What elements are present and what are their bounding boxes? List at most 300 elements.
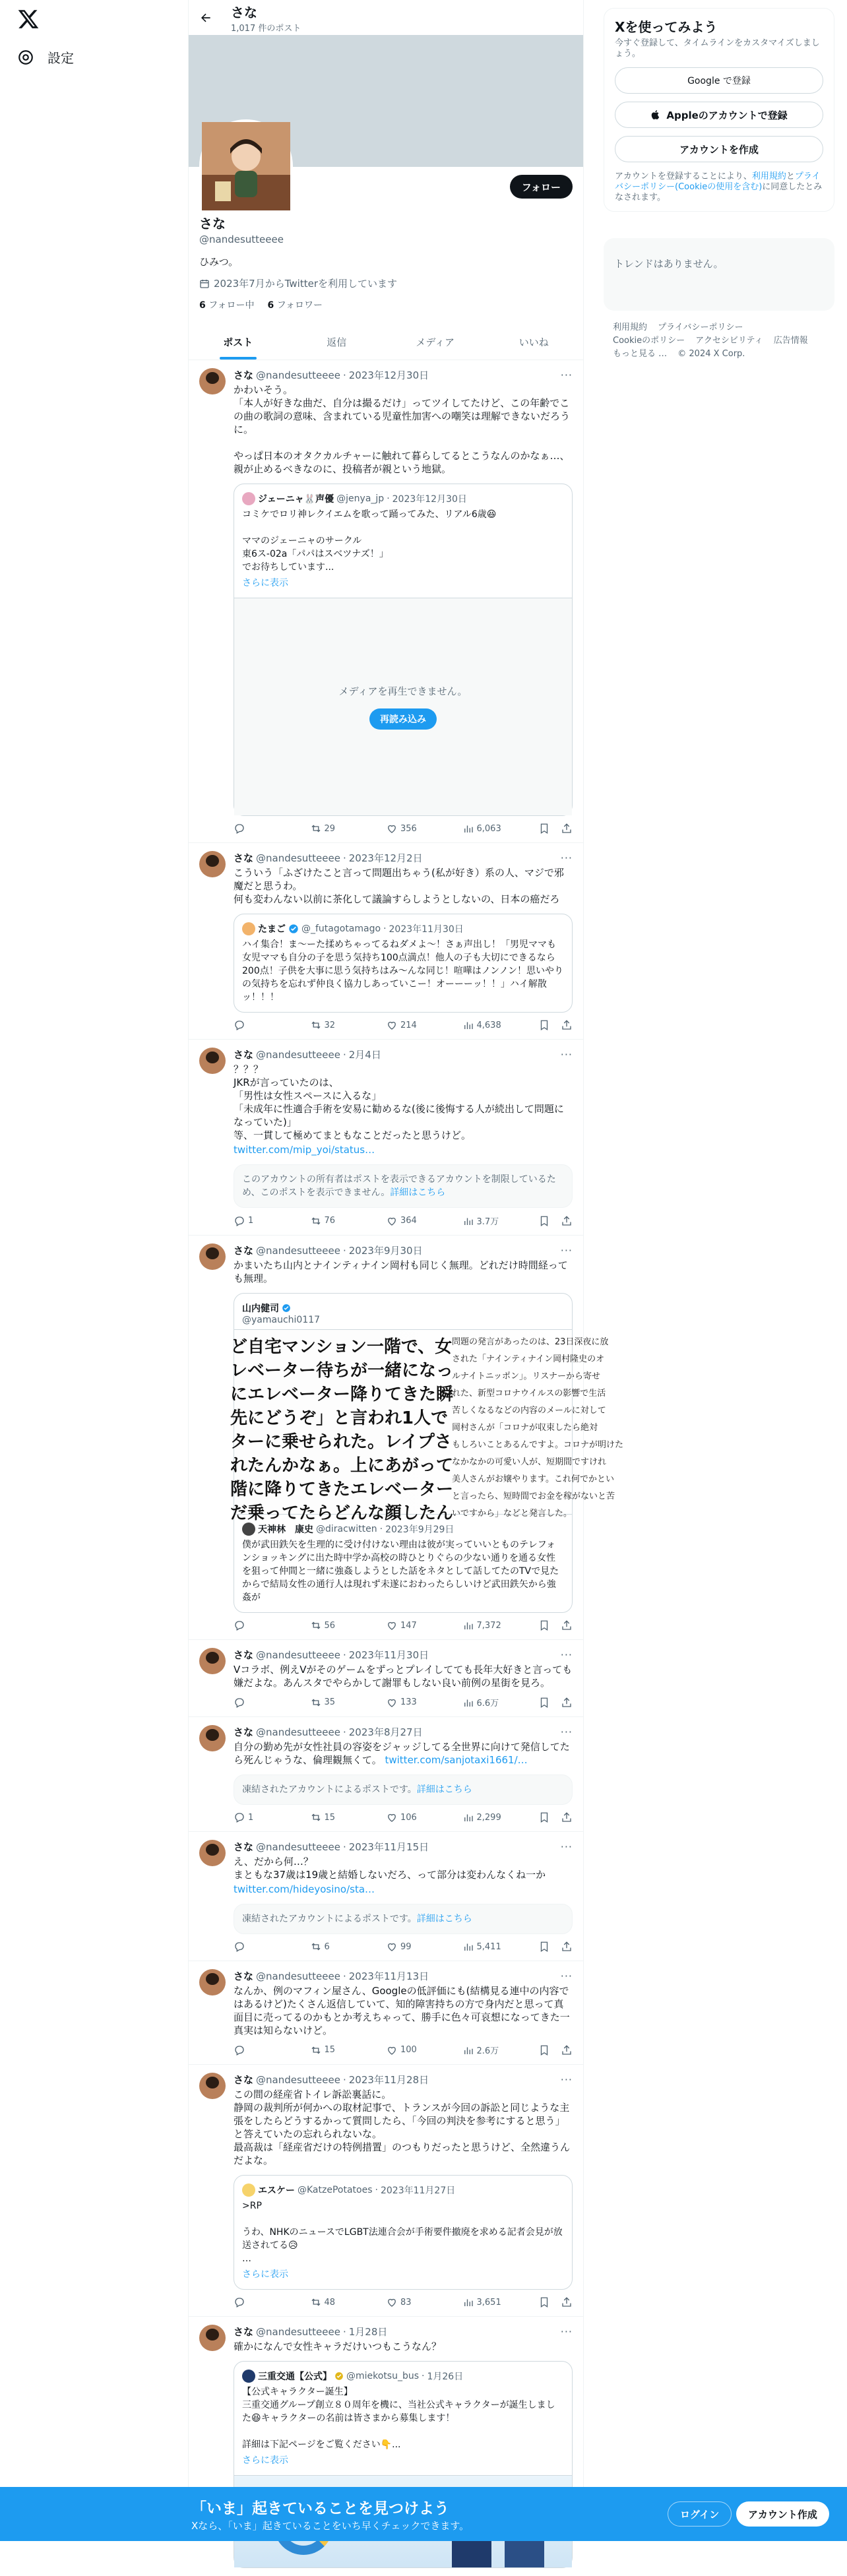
heart-icon [386,1811,398,1823]
repost-count: 29 [324,823,336,834]
tweet-author-name[interactable]: さな [234,1841,254,1853]
tweet-author-handle[interactable]: @nandesutteeee [256,1840,340,1853]
quote-author-name: たまご [258,924,286,935]
show-more-link[interactable]: さらに表示 [242,2269,288,2280]
more-icon[interactable]: ··· [560,1840,573,1853]
reply-button[interactable] [234,1619,310,1631]
views-button[interactable] [462,1019,539,1031]
reply-icon [234,1019,245,1031]
footer-links [604,321,834,361]
reply-button[interactable] [234,1811,310,1823]
followers-count: 6 [267,300,274,311]
apple-signup-label: Appleのアカウントで登録 [666,109,788,121]
views-icon [462,1619,474,1631]
tweet[interactable] [189,1717,583,1832]
repost-icon [310,823,322,834]
quote-author-name: ジェーニャ🐰声優 [258,494,334,505]
tweet-date[interactable]: 2月4日 [348,1049,381,1061]
reply-button[interactable] [234,1941,310,1953]
heart-icon [386,2296,398,2308]
quote-tweet[interactable]: ジェーニャ🐰声優 @jenya_jp · 2023年12月30日 コミケでロリ神レクイエムを歌って踊ってみた、リアル6歳😆 ママのジェーニャのサークル 東6ス-02a「パパはスベツナズ！」 でお待ちしています... さらに表示 メディアを再生できません。 再読み込み [234,484,573,816]
tweet-date[interactable]: 2023年12月30日 [348,369,429,381]
bottom-bar-subtitle: Xなら、「いま」起きていることをいち早くチェックできます。 [191,2520,470,2532]
heart-icon [386,1941,398,1953]
tweet-actions [234,2296,573,2308]
views-icon [462,1019,474,1031]
tweet-author-handle[interactable]: @nandesutteeee [256,1726,340,1738]
views-button[interactable] [462,1941,539,1953]
more-icon[interactable]: ··· [560,852,573,864]
tweet-date[interactable]: 2023年11月15日 [348,1841,429,1853]
quote-date: 2023年11月30日 [389,924,464,935]
reply-icon [234,2044,245,2056]
profile-info [189,213,583,311]
footer-link[interactable]: アクセシビリティ [695,336,763,346]
nested-quote-date: 2023年9月29日 [385,1524,455,1535]
view-count: 6,063 [476,823,501,834]
views-button[interactable] [462,1696,539,1709]
reply-button[interactable] [234,1697,310,1709]
reply-icon [234,1697,245,1709]
repost-button[interactable] [310,1697,387,1709]
quote-avatar [242,492,255,505]
view-count: 6.6万 [476,1699,499,1709]
signup-card [604,8,834,212]
reply-button[interactable] [234,2296,310,2308]
nested-quote-handle: @diracwitten [316,1524,377,1534]
like-button[interactable] [386,1811,462,1823]
following-label: フォロー中 [208,300,255,311]
tweet-author-name[interactable]: さな [234,1726,254,1738]
tweet-date[interactable]: 2023年8月27日 [348,1726,423,1738]
profile-handle: @nandesutteeee [199,234,284,245]
quote-author-handle: @yamauchi0117 [242,1315,321,1325]
tweet[interactable] [189,1236,624,1640]
tab-replies[interactable]: 返信 [327,336,347,348]
quote-date: 2023年11月27日 [380,2185,456,2196]
view-count: 4,638 [476,1020,501,1030]
tweet-author-handle[interactable]: @nandesutteeee [256,1048,340,1061]
repost-icon [310,1811,322,1823]
share-icon[interactable] [561,823,573,834]
reply-icon [234,823,245,834]
quote-tweet[interactable]: たまご @_futagotamago · 2023年11月30日 ハイ集合！ま〜ーた揉めちゃってるねダメよ〜！さぁ声出し！「男児ママも女児ママも自分の子を思う気持ち100点満点！他人の子も大切にできるなら200点！子供を大事に思う気持ちはみ〜んな同じ！喧嘩はノンノン！思いやりの気持ちを忘れず仲良く協力しあっていこー！オーーーッ！！」ハイ解散ッ！！！ [234,914,573,1013]
like-button[interactable] [386,1019,462,1031]
tweet-header: さな @nandesutteeee · 2023年11月13日 ··· [234,1970,573,1982]
bookmark-icon[interactable] [538,2044,550,2056]
show-more-link[interactable]: さらに表示 [242,578,288,588]
tweet-author-name[interactable]: さな [234,369,254,381]
tweet-actions [234,2044,573,2056]
followers-label: フォロワー [276,300,323,311]
tweet-author-name[interactable]: さな [234,1970,254,1982]
heart-icon [386,2044,398,2056]
verified-icon [282,1304,291,1313]
repost-button[interactable] [310,1619,387,1631]
tweet-author-name[interactable]: さな [234,2326,254,2338]
signup-button[interactable]: アカウント作成 [736,2501,829,2527]
quote-avatar [242,2183,255,2197]
repost-button[interactable] [310,823,387,834]
tweet[interactable] [189,1640,583,1717]
tweet-author-name[interactable]: さな [234,1049,254,1061]
views-button[interactable] [462,1811,539,1823]
create-account-button[interactable] [615,136,823,162]
tweet-header: さな @nandesutteeee · 2023年9月30日 ··· [234,1244,573,1257]
views-icon [462,1941,474,1953]
profile-name: さな [199,216,226,232]
back-arrow-icon[interactable] [199,11,212,24]
login-button[interactable]: ログイン [668,2501,732,2527]
right-sidebar [604,0,834,361]
tab-media[interactable]: メディア [416,336,455,348]
repost-button[interactable] [310,1941,387,1953]
views-button[interactable] [462,2296,539,2308]
tweet-author-handle[interactable]: @nandesutteeee [256,2325,340,2338]
views-button[interactable] [462,2044,539,2056]
bookmark-icon[interactable] [538,1941,550,1953]
tweet-text: なんか、例のマフィン屋さん、Googleの低評価にも(結構見る連中の内容ではあるけど)たくさん返信していて、知的障害持ちの方で身内だと思って真面目に売ってるのかもとか考えちゃって、勝手に色々可哀想になってきた一真実は知らないけど。 [234,1985,570,2036]
share-icon[interactable] [561,1215,573,1227]
quote-author-name: 山内健司 [242,1304,279,1314]
tweet-avatar[interactable] [199,1840,226,1866]
tweet-actions [234,1941,573,1953]
tweet-author-handle[interactable]: @nandesutteeee [256,1649,340,1661]
main-column [188,0,624,2541]
signup-subtitle: 今すぐ登録して、タイムラインをカスタマイズしましょう。 [615,38,820,59]
repost-icon [310,1619,322,1631]
unavailable-notice [234,1164,573,1208]
more-icon[interactable]: ··· [560,2325,573,2338]
like-button[interactable] [386,1941,462,1953]
like-button[interactable] [386,1619,462,1631]
tweet-text-body: 自分の勤め先が女性社員の容姿をジャッジしてる全世界に向けて発信してたら死んじゃうな、倫理観無くて。 [234,1741,570,1766]
like-count: 133 [400,1697,417,1707]
notice-link[interactable]: 詳細はこちら [390,1187,446,1198]
repost-icon [310,1941,322,1953]
bookmark-icon[interactable] [538,1811,550,1823]
tweet-text: Vコラボ、例えVがそのゲームをずっとプレイしてても長年大好きと言っても嫌だよな。あんスタでやらかして謝罪もしない良い前例の星街を見ろ。 [234,1664,573,1689]
bookmark-icon[interactable] [538,1697,550,1709]
more-icon[interactable]: ··· [560,369,573,381]
tweet-avatar[interactable] [199,368,226,394]
tweet[interactable] [189,1832,583,1961]
create-account-label: アカウントを作成 [679,143,759,156]
repost-count: 35 [324,1697,336,1707]
tweet-date[interactable]: 2023年12月2日 [348,852,423,864]
tweet-author-name[interactable]: さな [234,1245,254,1257]
tweet-actions [234,1696,573,1709]
footer-link[interactable]: 広告情報 [773,336,808,346]
share-icon[interactable] [561,1019,573,1031]
tweet-text: こういう「ふざけたこと言って問題出ちゃう(私が好き）系の人、マジで邪魔だと思うわ。 何も変わんない以前に茶化して議論すらしようとしないの、日本の癌だろ [234,867,564,905]
tweet-link[interactable]: twitter.com/hideyosino/sta… [234,1883,375,1895]
notice-link[interactable]: 詳細はこちら [416,1784,472,1795]
profile-follow-stats [199,298,573,311]
tweet-date[interactable]: 2023年11月13日 [348,1970,429,1982]
repost-count: 56 [324,1620,336,1631]
quote-author-handle: @miekotsu_bus [346,2371,420,2381]
bookmark-icon[interactable] [538,2296,550,2308]
apple-icon [650,109,661,121]
notice-link[interactable]: 詳細はこちら [416,1914,472,1924]
footer-link[interactable]: プライバシーポリシー [658,323,743,332]
followers-link[interactable] [268,298,323,311]
tweet-avatar[interactable] [199,1725,226,1751]
terms-link[interactable]: 利用規約 [751,172,786,181]
tweet[interactable] [189,360,583,843]
x-logo-icon[interactable] [17,8,40,30]
share-icon[interactable] [561,1941,573,1953]
signup-title: Xを使ってみよう [615,19,718,35]
reply-icon [234,2296,245,2308]
tweet-author-name[interactable]: さな [234,2074,254,2086]
tweet-text: この間の経産省トイレ訴訟裏話に。 静岡の裁判所が何かへの取材記事で、トランスが今回の訴訟と同じような主張をしたらどうするかって質問したら、「今回の判決を参考にすると思う」と答えていたの忘れられないな。 最高裁は「経産省だけの特例措置」のつもりだったと思うけど、全然違うんだよな。 [234,2089,571,2166]
privacy-link[interactable]: プライバシーポリシー [615,172,821,192]
heart-icon [386,1619,398,1631]
tweet-header: さな @nandesutteeee · 2023年12月30日 ··· [234,369,573,381]
bookmark-icon[interactable] [538,1215,550,1227]
bottom-bar-title: 「いま」起きていることを見つけよう [191,2500,449,2517]
repost-button[interactable] [310,1019,387,1031]
tweet-avatar[interactable] [199,1243,226,1270]
views-icon [462,1215,474,1227]
tweet-avatar[interactable] [199,1048,226,1074]
tweet-header: さな @nandesutteeee · 2023年11月15日 ··· [234,1840,573,1853]
tweet-actions [234,1019,573,1031]
like-count: 83 [400,2297,412,2308]
views-icon [462,2044,474,2056]
reply-icon [234,1811,245,1823]
repost-count: 6 [324,1941,330,1952]
tweet-actions [234,1214,573,1227]
show-more-link[interactable]: さらに表示 [242,2455,288,2466]
reply-button[interactable] [234,2044,310,2056]
like-count: 364 [400,1216,417,1226]
more-icon[interactable]: ··· [560,2073,573,2086]
view-count: 2,299 [476,1812,501,1823]
notice-text: 凍結されたアカウントによるポストです。 [242,1914,417,1924]
profile-topbar [189,0,583,35]
tweet-header: さな @nandesutteeee · 2023年12月2日 ··· [234,852,573,864]
like-button[interactable] [386,823,462,834]
tweet[interactable] [189,2065,583,2317]
profile-joined-text: 2023年7月からTwitterを利用しています [214,278,397,290]
tweet-avatar[interactable] [199,2073,226,2099]
tweet-text: ？？？ JKRが言っていたのは、 「男性は女性スペースに入るな」 「未成年に性適合手術を安易に勧めるな(後に後悔する人が続出して問題になっていた)」 等、一貫して極めてまともなことだったと思うけど。 [234,1063,564,1141]
reply-icon [234,1215,245,1227]
more-icon[interactable]: ··· [560,1970,573,1982]
like-count: 147 [400,1620,417,1631]
notice-text: このアカウントの所有者はポストを表示できるアカウントを制限しているため、このポストを表示できません。 [242,1174,556,1198]
more-icon[interactable]: ··· [560,1726,573,1738]
tweet-header: さな @nandesutteeee · 2023年11月30日 ··· [234,1649,573,1661]
profile-avatar[interactable] [199,119,293,213]
more-icon[interactable]: ··· [560,1244,573,1257]
left-nav [0,0,188,2541]
quote-tweet[interactable]: 三重交通【公式】 @miekotsu_bus · 1月26日 【公式キャラクター誕生】 三重交通グループ創立８０周年を機に、当社公式キャラクターが誕生しました😆キャラクターの名前は皆さまから募集します！ 詳細は下記ページをご覧ください👇... さらに表示 [234,2361,573,2568]
tweet-actions [234,1811,573,1823]
tweet-date[interactable]: 2023年11月30日 [348,1649,429,1661]
footer-link[interactable]: Cookieのポリシー [613,336,685,346]
repost-icon [310,2044,322,2056]
profile-bio: ひみつ。 [199,256,239,268]
bottom-signup-bar [0,2487,847,2541]
header-name: さな [231,4,257,20]
tweet-author-name[interactable]: さな [234,852,254,864]
views-button[interactable] [462,1214,539,1227]
tweet-link[interactable]: twitter.com/mip_yoi/status… [234,1144,375,1156]
reload-button[interactable]: 再読み込み [369,708,437,730]
quote-text: ハイ集合！ま〜ーた揉めちゃってるねダメよ〜！さぁ声出し！「男児ママも女児ママも自分の子を思う気持ち100点満点！他人の子も大切にできるなら200点！子供を大事に思う気持ちはみ〜んな同じ！喧嘩はノンノン！思いやりの気持ちを忘れず仲良く協力しあっていこー！オーーーッ！！」ハイ解散ッ！！！ [242,939,564,1003]
more-icon[interactable]: ··· [560,1048,573,1061]
heart-icon [386,823,398,834]
tweet-author-handle[interactable]: @nandesutteeee [256,2073,340,2086]
heart-icon [386,1019,398,1031]
tweet[interactable] [189,1040,583,1236]
profile-joined [199,276,573,290]
views-icon [462,2296,474,2308]
profile-head [189,167,583,213]
terms-prefix: アカウントを登録することにより、 [615,172,752,181]
tab-likes[interactable]: いいね [518,336,549,348]
reply-count: 1 [248,1812,254,1823]
tweet-author-handle[interactable]: @nandesutteeee [256,369,340,381]
quote-tweet[interactable] [230,1293,624,1613]
repost-button[interactable] [310,1811,387,1823]
unavailable-notice [234,1775,573,1805]
tweet-text: 確かになんで女性キャラだけいつもこうなん？ [234,2340,442,2352]
footer-copyright: © 2024 X Corp. [677,349,745,359]
like-count: 106 [400,1812,417,1823]
bookmark-icon[interactable] [538,823,550,834]
tweet-avatar[interactable] [199,2325,226,2351]
share-icon[interactable] [561,1619,573,1631]
bookmark-icon[interactable] [538,1619,550,1631]
gear-icon [17,49,34,66]
verified-icon [288,924,299,934]
tweet-link[interactable]: twitter.com/sanjotaxi1661/… [385,1754,528,1766]
views-icon [462,1697,474,1709]
repost-button[interactable] [310,2044,387,2056]
unavailable-notice [234,1904,573,1934]
reply-button[interactable] [234,1215,310,1227]
quote-avatar [242,922,255,935]
notice-text: 凍結されたアカウントによるポストです。 [242,1784,417,1795]
nav-settings[interactable] [17,47,74,67]
like-count: 214 [400,1020,417,1030]
tweet-date[interactable]: 1月28日 [348,2326,388,2338]
tweet[interactable] [189,843,583,1040]
bookmark-icon[interactable] [538,1019,550,1031]
views-button[interactable] [462,1619,539,1631]
quote-date: 1月26日 [427,2372,464,2382]
cookie-link[interactable]: (Cookieの使用を含む) [675,182,763,192]
footer-more-link[interactable]: もっと見る … [613,349,668,359]
tweet-date[interactable]: 2023年11月28日 [348,2074,429,2086]
repost-count: 76 [324,1216,336,1226]
repost-count: 48 [324,2297,336,2308]
following-count: 6 [199,300,206,311]
share-icon[interactable] [561,2044,573,2056]
more-icon[interactable]: ··· [560,1649,573,1661]
quote-screenshot-image[interactable] [230,1329,624,1523]
views-button[interactable] [462,823,539,834]
view-count: 5,411 [476,1941,501,1952]
tweet-author-handle[interactable]: @nandesutteeee [256,1970,340,1982]
google-signup-label: Google で登録 [687,76,751,86]
like-button[interactable] [386,1697,462,1709]
tweet-date[interactable]: 2023年9月30日 [348,1245,423,1257]
tweet-text [234,1740,573,1767]
terms-and: と [786,172,795,181]
footer-link[interactable]: 利用規約 [613,323,648,332]
nav-settings-label: 設定 [47,50,74,66]
view-count: 7,372 [476,1620,501,1631]
quote-text: >RP うわ、NHKのニュースでLGBT法連合会が手術要件撤廃を求める記者会見が放送されてる😥 … [242,2201,563,2264]
share-icon[interactable] [561,2296,573,2308]
repost-count: 32 [324,1020,336,1030]
heart-icon [386,1697,398,1709]
tweet-text: え、だから何…？ まともな37歳は19歳と結婚しないだろ、って部分は変わんなくね一か [234,1856,546,1881]
following-link[interactable] [199,298,255,311]
share-icon[interactable] [561,1811,573,1823]
repost-button[interactable] [310,1215,387,1227]
repost-icon [310,2296,322,2308]
view-count: 3.7万 [476,1217,499,1227]
repost-icon [310,1697,322,1709]
quote-tweet[interactable]: エスケー @KatzePotatoes · 2023年11月27日 >RP うわ、NHKのニュースでLGBT法連合会が手術要件撤廃を求める記者会見が放送されてる😥 … さらに表示 [234,2175,573,2290]
nested-quote-name: 天神林 康史 [258,1524,313,1535]
nested-quote[interactable]: 天神林 康史 @diracwitten · 2023年9月29日 僕が武田鉄矢を生理的に受け付けない理由は彼が実っていいとものテレフォンショッキングに出た時中学か高校の時ひとりぐらの少ない通りを通る女性を狙って仲間と一緒に強姦しようとした話をネタとして話してたのTVで見たからで結局女性の通行人は現れず未遂におわったらしいけど武田鉄矢から強姦が [234,1514,572,1612]
reply-button[interactable] [234,823,310,834]
like-button[interactable] [386,2296,462,2308]
image-text-right: 問題の発言があったのは、23日深夜に放 された「ナインティナイン岡村隆史のオ ルナイトニッポン」。リスナーから寄せ れた、新型コロナウイルスの影響で生活 苦しくなるなどの内容のメールに対して 岡村さんが「コロナが収束したら絶対 もしろいことあるんですよ。コロナが明けた なかなかの可愛い人が、短期間ですけれ 美人さんがお嬢やります。これ何でかとい と言ったら、短時間でお金を稼がないと苦 いですから」などと発言した。 [452,1337,624,1519]
follow-button[interactable]: フォロー [510,175,573,199]
repost-button[interactable] [310,2296,387,2308]
quote-author-handle: @KatzePotatoes [298,2185,373,2195]
tweet-header: さな @nandesutteeee · 2023年8月27日 ··· [234,1726,573,1738]
tab-posts[interactable]: ポスト [189,325,288,360]
quote-author-handle: @_futagotamago [301,924,381,934]
repost-count: 15 [324,1812,336,1823]
tweet-text: かわいそう。 「本人が好きな曲だ、自分は撮るだけ」ってツイしてたけど、この年齢でこの曲の歌詞の意味、含まれている児童性加害への嘲笑は理解できないだろうに。 やっぱ日本のオタクカルチャーに触れて暮らしてるとこうなんのかなぁ…、親が止めるべきなのに、投稿者が親という地獄。 [234,384,571,475]
trends-empty-text: トレンドはありません。 [614,258,724,270]
quote-avatar [242,2370,255,2383]
google-signup-button[interactable] [615,67,823,94]
share-icon[interactable] [561,1697,573,1709]
tweet-avatar[interactable] [199,1969,226,1995]
repost-count: 15 [324,2045,336,2055]
tweet-header: さな @nandesutteeee · 2月4日 ··· [234,1048,573,1061]
tweet-author-handle[interactable]: @nandesutteeee [256,1244,340,1257]
image-text-left: ど自宅マンション一階で、女 レベーター待ちが一緒になっ にエレベーター降りてきた瞬 先にどうぞ」と言われ1人で ターに乗せられた。レイプさ れたんかなぁ。上にあがって 階に降りてきたエレベーター だ乗ってたらどんな顔したん [230,1337,454,1523]
quote-text: 【公式キャラクター誕生】 三重交通グループ創立８０周年を機に、当社公式キャラクターが誕生しました😆キャラクターの名前は皆さまから募集します！ 詳細は下記ページをご覧ください👇... [242,2387,555,2450]
like-button[interactable] [386,2044,462,2056]
tweet-header: さな @nandesutteeee · 2023年11月28日 ··· [234,2073,573,2086]
reply-button[interactable] [234,1019,310,1031]
views-icon [462,1811,474,1823]
tweet-author-name[interactable]: さな [234,1649,254,1661]
tweet-avatar[interactable] [199,1648,226,1674]
tweet-avatar[interactable] [199,851,226,877]
reply-icon [234,1619,245,1631]
like-button[interactable] [386,1215,462,1227]
tweet-author-handle[interactable]: @nandesutteeee [256,852,340,864]
like-count: 100 [400,2045,417,2055]
tweet[interactable] [189,1961,583,2065]
apple-signup-button[interactable] [615,102,823,128]
